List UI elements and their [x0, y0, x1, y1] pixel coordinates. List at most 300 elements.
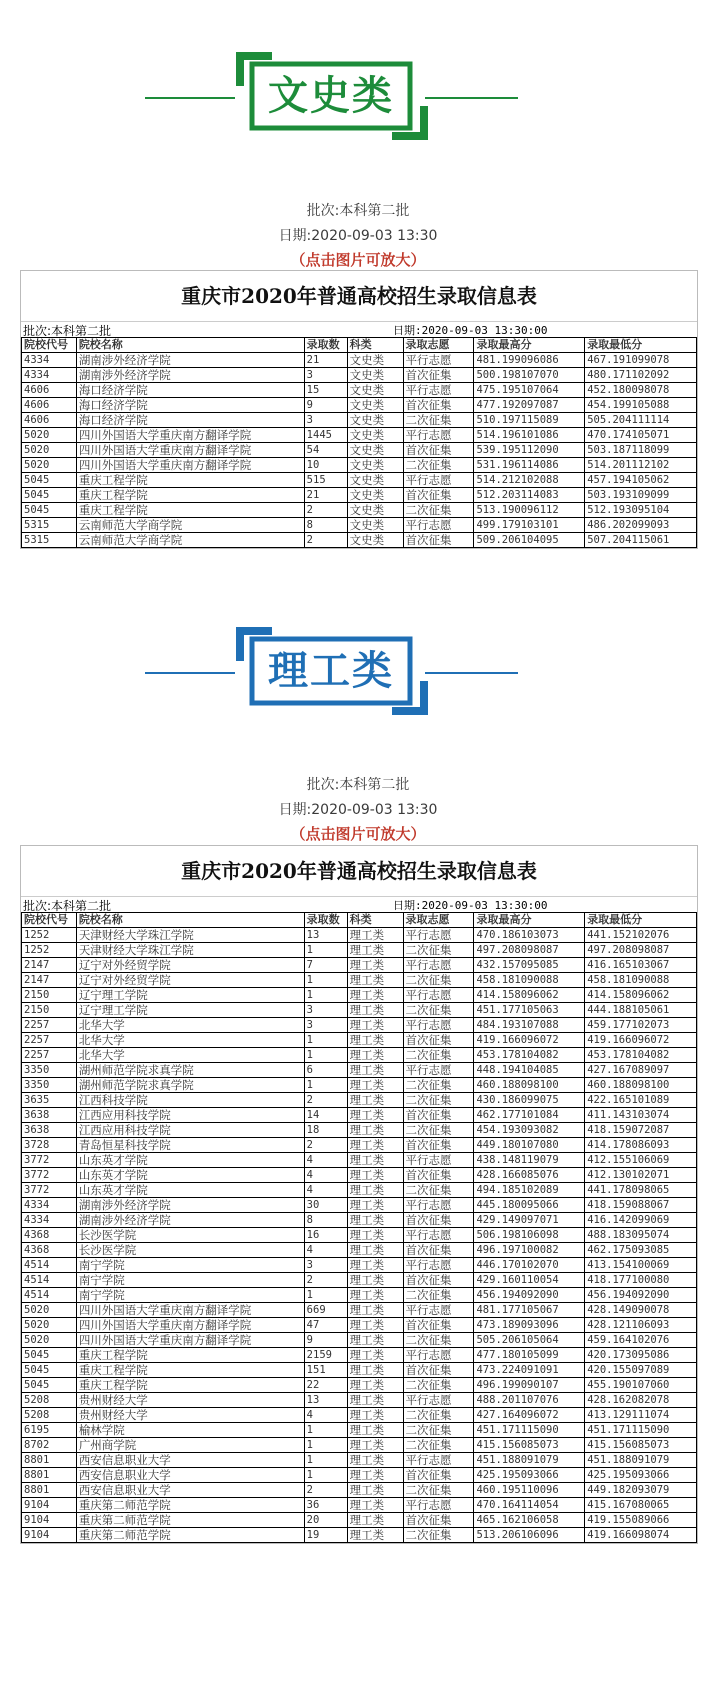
cell-preference: 平行志愿 [403, 1348, 474, 1363]
table-row [22, 533, 697, 548]
cell-min-score: 413.129111074 [585, 1408, 697, 1423]
cell-preference: 二次征集 [403, 1093, 474, 1108]
cell-preference: 平行志愿 [403, 1018, 474, 1033]
cell-code: 5208 [22, 1393, 77, 1408]
cell-min-score: 428.162082078 [585, 1393, 697, 1408]
cell-preference: 二次征集 [403, 503, 474, 518]
cell-code: 1252 [22, 928, 77, 943]
cell-preference: 二次征集 [403, 1438, 474, 1453]
cell-school-name: 南宁学院 [76, 1273, 304, 1288]
cell-code: 5020 [22, 458, 77, 473]
cell-count: 2159 [304, 1348, 347, 1363]
col-header-name: 院校名称 [76, 338, 304, 353]
cell-count: 3 [304, 1018, 347, 1033]
table-row [22, 958, 697, 973]
cell-category: 理工类 [347, 1033, 403, 1048]
cell-school-name: 西安信息职业大学 [76, 1453, 304, 1468]
banner-ligong-title: 理工类 [268, 648, 394, 694]
cell-preference: 二次征集 [403, 1333, 474, 1348]
cell-max-score: 451.188091079 [474, 1453, 585, 1468]
cell-min-score: 470.174105071 [585, 428, 697, 443]
cell-code: 3728 [22, 1138, 77, 1153]
cell-category: 理工类 [347, 1168, 403, 1183]
table-row [22, 1108, 697, 1123]
cell-school-name: 四川外国语大学重庆南方翻译学院 [76, 1333, 304, 1348]
cell-count: 16 [304, 1228, 347, 1243]
cell-category: 理工类 [347, 1243, 403, 1258]
cell-school-name: 天津财经大学珠江学院 [76, 943, 304, 958]
cell-max-score: 470.164114054 [474, 1498, 585, 1513]
cell-min-score: 462.175093085 [585, 1243, 697, 1258]
cell-school-name: 山东英才学院 [76, 1168, 304, 1183]
cell-count: 7 [304, 958, 347, 973]
cell-school-name: 榆林学院 [76, 1423, 304, 1438]
cell-code: 3350 [22, 1063, 77, 1078]
cell-category: 理工类 [347, 1378, 403, 1393]
cell-preference: 平行志愿 [403, 928, 474, 943]
cell-category: 文史类 [347, 458, 403, 473]
cell-min-score: 486.202099093 [585, 518, 697, 533]
cell-school-name: 重庆工程学院 [76, 1348, 304, 1363]
cell-category: 文史类 [347, 383, 403, 398]
table-row [22, 1333, 697, 1348]
cell-school-name: 湖南涉外经济学院 [76, 353, 304, 368]
cell-school-name: 长沙医学院 [76, 1228, 304, 1243]
table-row [22, 1423, 697, 1438]
cell-category: 理工类 [347, 1288, 403, 1303]
cell-count: 18 [304, 1123, 347, 1138]
cell-max-score: 514.196101086 [474, 428, 585, 443]
cell-count: 2 [304, 1138, 347, 1153]
cell-count: 1 [304, 1048, 347, 1063]
cell-preference: 平行志愿 [403, 428, 474, 443]
cell-preference: 平行志愿 [403, 473, 474, 488]
cell-count: 14 [304, 1108, 347, 1123]
cell-max-score: 470.186103073 [474, 928, 585, 943]
cell-category: 理工类 [347, 1303, 403, 1318]
cell-preference: 二次征集 [403, 943, 474, 958]
table-row [22, 1198, 697, 1213]
cell-max-score: 427.164096072 [474, 1408, 585, 1423]
cell-school-name: 四川外国语大学重庆南方翻译学院 [76, 1318, 304, 1333]
table-row [22, 1078, 697, 1093]
cell-category: 理工类 [347, 1468, 403, 1483]
cell-max-score: 481.177105067 [474, 1303, 585, 1318]
cell-category: 理工类 [347, 1408, 403, 1423]
table-row [22, 443, 697, 458]
cell-min-score: 418.177100080 [585, 1273, 697, 1288]
cell-max-score: 453.178104082 [474, 1048, 585, 1063]
cell-count: 21 [304, 353, 347, 368]
cell-code: 2257 [22, 1033, 77, 1048]
cell-category: 理工类 [347, 973, 403, 988]
cell-max-score: 460.195110096 [474, 1483, 585, 1498]
cell-preference: 平行志愿 [403, 518, 474, 533]
col-header-name: 院校名称 [76, 913, 304, 928]
cell-max-score: 510.197115089 [474, 413, 585, 428]
cell-school-name: 四川外国语大学重庆南方翻译学院 [76, 458, 304, 473]
cell-max-score: 425.195093066 [474, 1468, 585, 1483]
cell-category: 文史类 [347, 473, 403, 488]
table-row [22, 1498, 697, 1513]
cell-code: 2257 [22, 1048, 77, 1063]
cell-category: 理工类 [347, 1423, 403, 1438]
cell-min-score: 454.199105088 [585, 398, 697, 413]
cell-max-score: 446.170102070 [474, 1258, 585, 1273]
cell-preference: 二次征集 [403, 1423, 474, 1438]
cell-max-score: 497.208098087 [474, 943, 585, 958]
table-row [22, 1348, 697, 1363]
cell-category: 文史类 [347, 503, 403, 518]
table-row [22, 353, 697, 368]
cell-count: 13 [304, 928, 347, 943]
ligong-zoom-hint[interactable]: （点击图片可放大） [290, 825, 426, 843]
cell-code: 4606 [22, 383, 77, 398]
cell-school-name: 辽宁理工学院 [76, 988, 304, 1003]
table-row [22, 1153, 697, 1168]
cell-max-score: 513.206106096 [474, 1528, 585, 1543]
col-header-max-score: 录取最高分 [474, 338, 585, 353]
cell-count: 1 [304, 1438, 347, 1453]
cell-preference: 平行志愿 [403, 958, 474, 973]
cell-code: 4334 [22, 1213, 77, 1228]
cell-count: 6 [304, 1063, 347, 1078]
cell-school-name: 湖南涉外经济学院 [76, 1213, 304, 1228]
cell-min-score: 428.149090078 [585, 1303, 697, 1318]
cell-code: 5045 [22, 503, 77, 518]
cell-min-score: 413.154100069 [585, 1258, 697, 1273]
cell-category: 文史类 [347, 353, 403, 368]
cell-count: 1 [304, 1033, 347, 1048]
cell-code: 4514 [22, 1273, 77, 1288]
table-row [22, 1123, 697, 1138]
cell-category: 理工类 [347, 1363, 403, 1378]
cell-school-name: 西安信息职业大学 [76, 1483, 304, 1498]
cell-code: 5045 [22, 488, 77, 503]
cell-code: 8801 [22, 1468, 77, 1483]
cell-school-name: 北华大学 [76, 1033, 304, 1048]
cell-max-score: 477.192097087 [474, 398, 585, 413]
cell-school-name: 广州商学院 [76, 1438, 304, 1453]
cell-preference: 二次征集 [403, 1123, 474, 1138]
cell-min-score: 514.201112102 [585, 458, 697, 473]
ligong-batch-text: 批次:本科第二批 [306, 777, 410, 793]
cell-school-name: 贵州财经大学 [76, 1393, 304, 1408]
cell-count: 3 [304, 1003, 347, 1018]
cell-count: 22 [304, 1378, 347, 1393]
cell-code: 5315 [22, 533, 77, 548]
cell-code: 3772 [22, 1153, 77, 1168]
cell-min-score: 497.208098087 [585, 943, 697, 958]
cell-max-score: 494.185102089 [474, 1183, 585, 1198]
cell-school-name: 山东英才学院 [76, 1153, 304, 1168]
cell-school-name: 重庆第二师范学院 [76, 1498, 304, 1513]
cell-count: 20 [304, 1513, 347, 1528]
table-row [22, 503, 697, 518]
cell-preference: 平行志愿 [403, 988, 474, 1003]
cell-max-score: 481.199096086 [474, 353, 585, 368]
cell-max-score: 429.160110054 [474, 1273, 585, 1288]
cell-category: 理工类 [347, 1213, 403, 1228]
cell-school-name: 重庆工程学院 [76, 473, 304, 488]
col-header-code: 院校代号 [22, 913, 77, 928]
cell-min-score: 415.156085073 [585, 1438, 697, 1453]
cell-code: 2150 [22, 988, 77, 1003]
cell-count: 8 [304, 518, 347, 533]
cell-preference: 二次征集 [403, 1528, 474, 1543]
ligong-data-table [21, 912, 697, 1543]
cell-school-name: 北华大学 [76, 1048, 304, 1063]
table-row [22, 1363, 697, 1378]
cell-min-score: 411.143103074 [585, 1108, 697, 1123]
cell-school-name: 北华大学 [76, 1018, 304, 1033]
col-header-code: 院校代号 [22, 338, 77, 353]
cell-count: 13 [304, 1393, 347, 1408]
table-header-row [22, 913, 697, 928]
cell-category: 理工类 [347, 1198, 403, 1213]
cell-school-name: 重庆工程学院 [76, 1378, 304, 1393]
cell-code: 4368 [22, 1228, 77, 1243]
cell-count: 9 [304, 398, 347, 413]
cell-preference: 二次征集 [403, 1408, 474, 1423]
cell-max-score: 419.166096072 [474, 1033, 585, 1048]
col-header-count: 录取数 [304, 913, 347, 928]
cell-school-name: 海口经济学院 [76, 413, 304, 428]
cell-preference: 二次征集 [403, 1078, 474, 1093]
table-row [22, 368, 697, 383]
cell-school-name: 重庆第二师范学院 [76, 1513, 304, 1528]
cell-count: 9 [304, 1333, 347, 1348]
cell-category: 文史类 [347, 443, 403, 458]
cell-code: 5020 [22, 1318, 77, 1333]
cell-preference: 平行志愿 [403, 1153, 474, 1168]
table-row [22, 488, 697, 503]
cell-preference: 首次征集 [403, 488, 474, 503]
cell-max-score: 513.190096112 [474, 503, 585, 518]
table-row [22, 1468, 697, 1483]
cell-preference: 首次征集 [403, 1273, 474, 1288]
cell-preference: 首次征集 [403, 533, 474, 548]
cell-category: 理工类 [347, 1048, 403, 1063]
cell-category: 理工类 [347, 988, 403, 1003]
table-row [22, 1528, 697, 1543]
cell-max-score: 496.199090107 [474, 1378, 585, 1393]
table-row [22, 973, 697, 988]
cell-preference: 二次征集 [403, 458, 474, 473]
cell-preference: 首次征集 [403, 1318, 474, 1333]
ligong-admission-table-image[interactable] [20, 845, 698, 1544]
cell-max-score: 462.177101084 [474, 1108, 585, 1123]
cell-code: 5045 [22, 473, 77, 488]
cell-school-name: 南宁学院 [76, 1258, 304, 1273]
wenshi-admission-table-image[interactable] [20, 270, 698, 549]
cell-max-score: 484.193107088 [474, 1018, 585, 1033]
wenshi-table-title: 重庆市2020年普通高校招生录取信息表 [21, 271, 697, 322]
table-row [22, 458, 697, 473]
cell-min-score: 420.155097089 [585, 1363, 697, 1378]
wenshi-zoom-hint[interactable]: （点击图片可放大） [290, 251, 426, 269]
cell-school-name: 江西应用科技学院 [76, 1123, 304, 1138]
cell-max-score: 531.196114086 [474, 458, 585, 473]
cell-category: 理工类 [347, 1258, 403, 1273]
cell-school-name: 西安信息职业大学 [76, 1468, 304, 1483]
cell-code: 5020 [22, 1333, 77, 1348]
cell-category: 理工类 [347, 1498, 403, 1513]
cell-min-score: 455.190107060 [585, 1378, 697, 1393]
col-header-preference: 录取志愿 [403, 913, 474, 928]
cell-category: 理工类 [347, 1108, 403, 1123]
cell-min-score: 449.182093079 [585, 1483, 697, 1498]
cell-code: 3772 [22, 1168, 77, 1183]
cell-count: 30 [304, 1198, 347, 1213]
cell-min-score: 503.193109099 [585, 488, 697, 503]
cell-school-name: 四川外国语大学重庆南方翻译学院 [76, 1303, 304, 1318]
cell-max-score: 506.198106098 [474, 1228, 585, 1243]
cell-category: 理工类 [347, 943, 403, 958]
cell-code: 6195 [22, 1423, 77, 1438]
cell-preference: 二次征集 [403, 1483, 474, 1498]
cell-category: 理工类 [347, 1333, 403, 1348]
table-row [22, 1228, 697, 1243]
table-row [22, 1318, 697, 1333]
col-header-count: 录取数 [304, 338, 347, 353]
banner-wenshi [0, 40, 716, 150]
cell-max-score: 414.158096062 [474, 988, 585, 1003]
cell-max-score: 500.198107070 [474, 368, 585, 383]
cell-code: 3350 [22, 1078, 77, 1093]
cell-school-name: 山东英才学院 [76, 1183, 304, 1198]
cell-max-score: 438.148119079 [474, 1153, 585, 1168]
table-row [22, 1258, 697, 1273]
cell-max-score: 477.180105099 [474, 1348, 585, 1363]
cell-max-score: 428.166085076 [474, 1168, 585, 1183]
cell-count: 1 [304, 943, 347, 958]
cell-school-name: 四川外国语大学重庆南方翻译学院 [76, 443, 304, 458]
cell-max-score: 465.162106058 [474, 1513, 585, 1528]
cell-preference: 二次征集 [403, 1003, 474, 1018]
cell-code: 4334 [22, 353, 77, 368]
table-row [22, 1138, 697, 1153]
table-row [22, 1483, 697, 1498]
cell-code: 9104 [22, 1528, 77, 1543]
cell-count: 54 [304, 443, 347, 458]
cell-max-score: 512.203114083 [474, 488, 585, 503]
cell-min-score: 420.173095086 [585, 1348, 697, 1363]
cell-max-score: 445.180095066 [474, 1198, 585, 1213]
cell-min-score: 488.183095074 [585, 1228, 697, 1243]
cell-min-score: 467.191099078 [585, 353, 697, 368]
cell-count: 2 [304, 1093, 347, 1108]
cell-code: 5020 [22, 443, 77, 458]
table-row [22, 428, 697, 443]
cell-count: 3 [304, 413, 347, 428]
cell-min-score: 412.155106069 [585, 1153, 697, 1168]
cell-min-score: 415.167080065 [585, 1498, 697, 1513]
cell-school-name: 长沙医学院 [76, 1243, 304, 1258]
cell-preference: 平行志愿 [403, 383, 474, 398]
cell-max-score: 475.195107064 [474, 383, 585, 398]
cell-min-score: 428.121106093 [585, 1318, 697, 1333]
cell-count: 4 [304, 1168, 347, 1183]
cell-count: 151 [304, 1363, 347, 1378]
cell-code: 3638 [22, 1108, 77, 1123]
cell-code: 2147 [22, 973, 77, 988]
cell-count: 1445 [304, 428, 347, 443]
cell-school-name: 辽宁对外经贸学院 [76, 958, 304, 973]
cell-school-name: 辽宁理工学院 [76, 1003, 304, 1018]
cell-category: 文史类 [347, 488, 403, 503]
cell-min-score: 444.188105061 [585, 1003, 697, 1018]
table-row [22, 1213, 697, 1228]
cell-count: 4 [304, 1183, 347, 1198]
cell-school-name: 海口经济学院 [76, 398, 304, 413]
cell-category: 文史类 [347, 518, 403, 533]
col-header-preference: 录取志愿 [403, 338, 474, 353]
cell-min-score: 414.178086093 [585, 1138, 697, 1153]
cell-max-score: 430.186099075 [474, 1093, 585, 1108]
cell-preference: 平行志愿 [403, 1393, 474, 1408]
cell-count: 1 [304, 973, 347, 988]
cell-code: 5020 [22, 1303, 77, 1318]
cell-preference: 平行志愿 [403, 1198, 474, 1213]
cell-preference: 平行志愿 [403, 1453, 474, 1468]
cell-preference: 首次征集 [403, 1213, 474, 1228]
table-row [22, 383, 697, 398]
cell-code: 3772 [22, 1183, 77, 1198]
table-row [22, 1288, 697, 1303]
table-row [22, 518, 697, 533]
cell-category: 文史类 [347, 428, 403, 443]
cell-min-score: 456.194092090 [585, 1288, 697, 1303]
table-row [22, 1408, 697, 1423]
cell-school-name: 南宁学院 [76, 1288, 304, 1303]
cell-preference: 二次征集 [403, 1288, 474, 1303]
cell-code: 9104 [22, 1498, 77, 1513]
cell-count: 36 [304, 1498, 347, 1513]
cell-preference: 首次征集 [403, 1108, 474, 1123]
cell-code: 5020 [22, 428, 77, 443]
cell-code: 8801 [22, 1483, 77, 1498]
cell-category: 理工类 [347, 1063, 403, 1078]
table-row [22, 1243, 697, 1258]
cell-school-name: 重庆工程学院 [76, 503, 304, 518]
cell-count: 1 [304, 1078, 347, 1093]
cell-max-score: 448.194104085 [474, 1063, 585, 1078]
cell-school-name: 湖州师范学院求真学院 [76, 1078, 304, 1093]
cell-max-score: 473.224091091 [474, 1363, 585, 1378]
cell-category: 理工类 [347, 958, 403, 973]
cell-count: 1 [304, 1453, 347, 1468]
cell-category: 理工类 [347, 1483, 403, 1498]
cell-count: 2 [304, 1273, 347, 1288]
table-row [22, 1303, 697, 1318]
cell-min-score: 441.152102076 [585, 928, 697, 943]
cell-school-name: 重庆工程学院 [76, 488, 304, 503]
cell-school-name: 湖南涉外经济学院 [76, 1198, 304, 1213]
col-header-category: 科类 [347, 338, 403, 353]
cell-max-score: 449.180107080 [474, 1138, 585, 1153]
table-row [22, 1273, 697, 1288]
cell-code: 4514 [22, 1288, 77, 1303]
cell-school-name: 天津财经大学珠江学院 [76, 928, 304, 943]
cell-category: 理工类 [347, 1528, 403, 1543]
cell-min-score: 414.158096062 [585, 988, 697, 1003]
table-row [22, 1018, 697, 1033]
cell-category: 理工类 [347, 1078, 403, 1093]
cell-code: 8801 [22, 1453, 77, 1468]
cell-school-name: 江西科技学院 [76, 1093, 304, 1108]
cell-preference: 二次征集 [403, 413, 474, 428]
